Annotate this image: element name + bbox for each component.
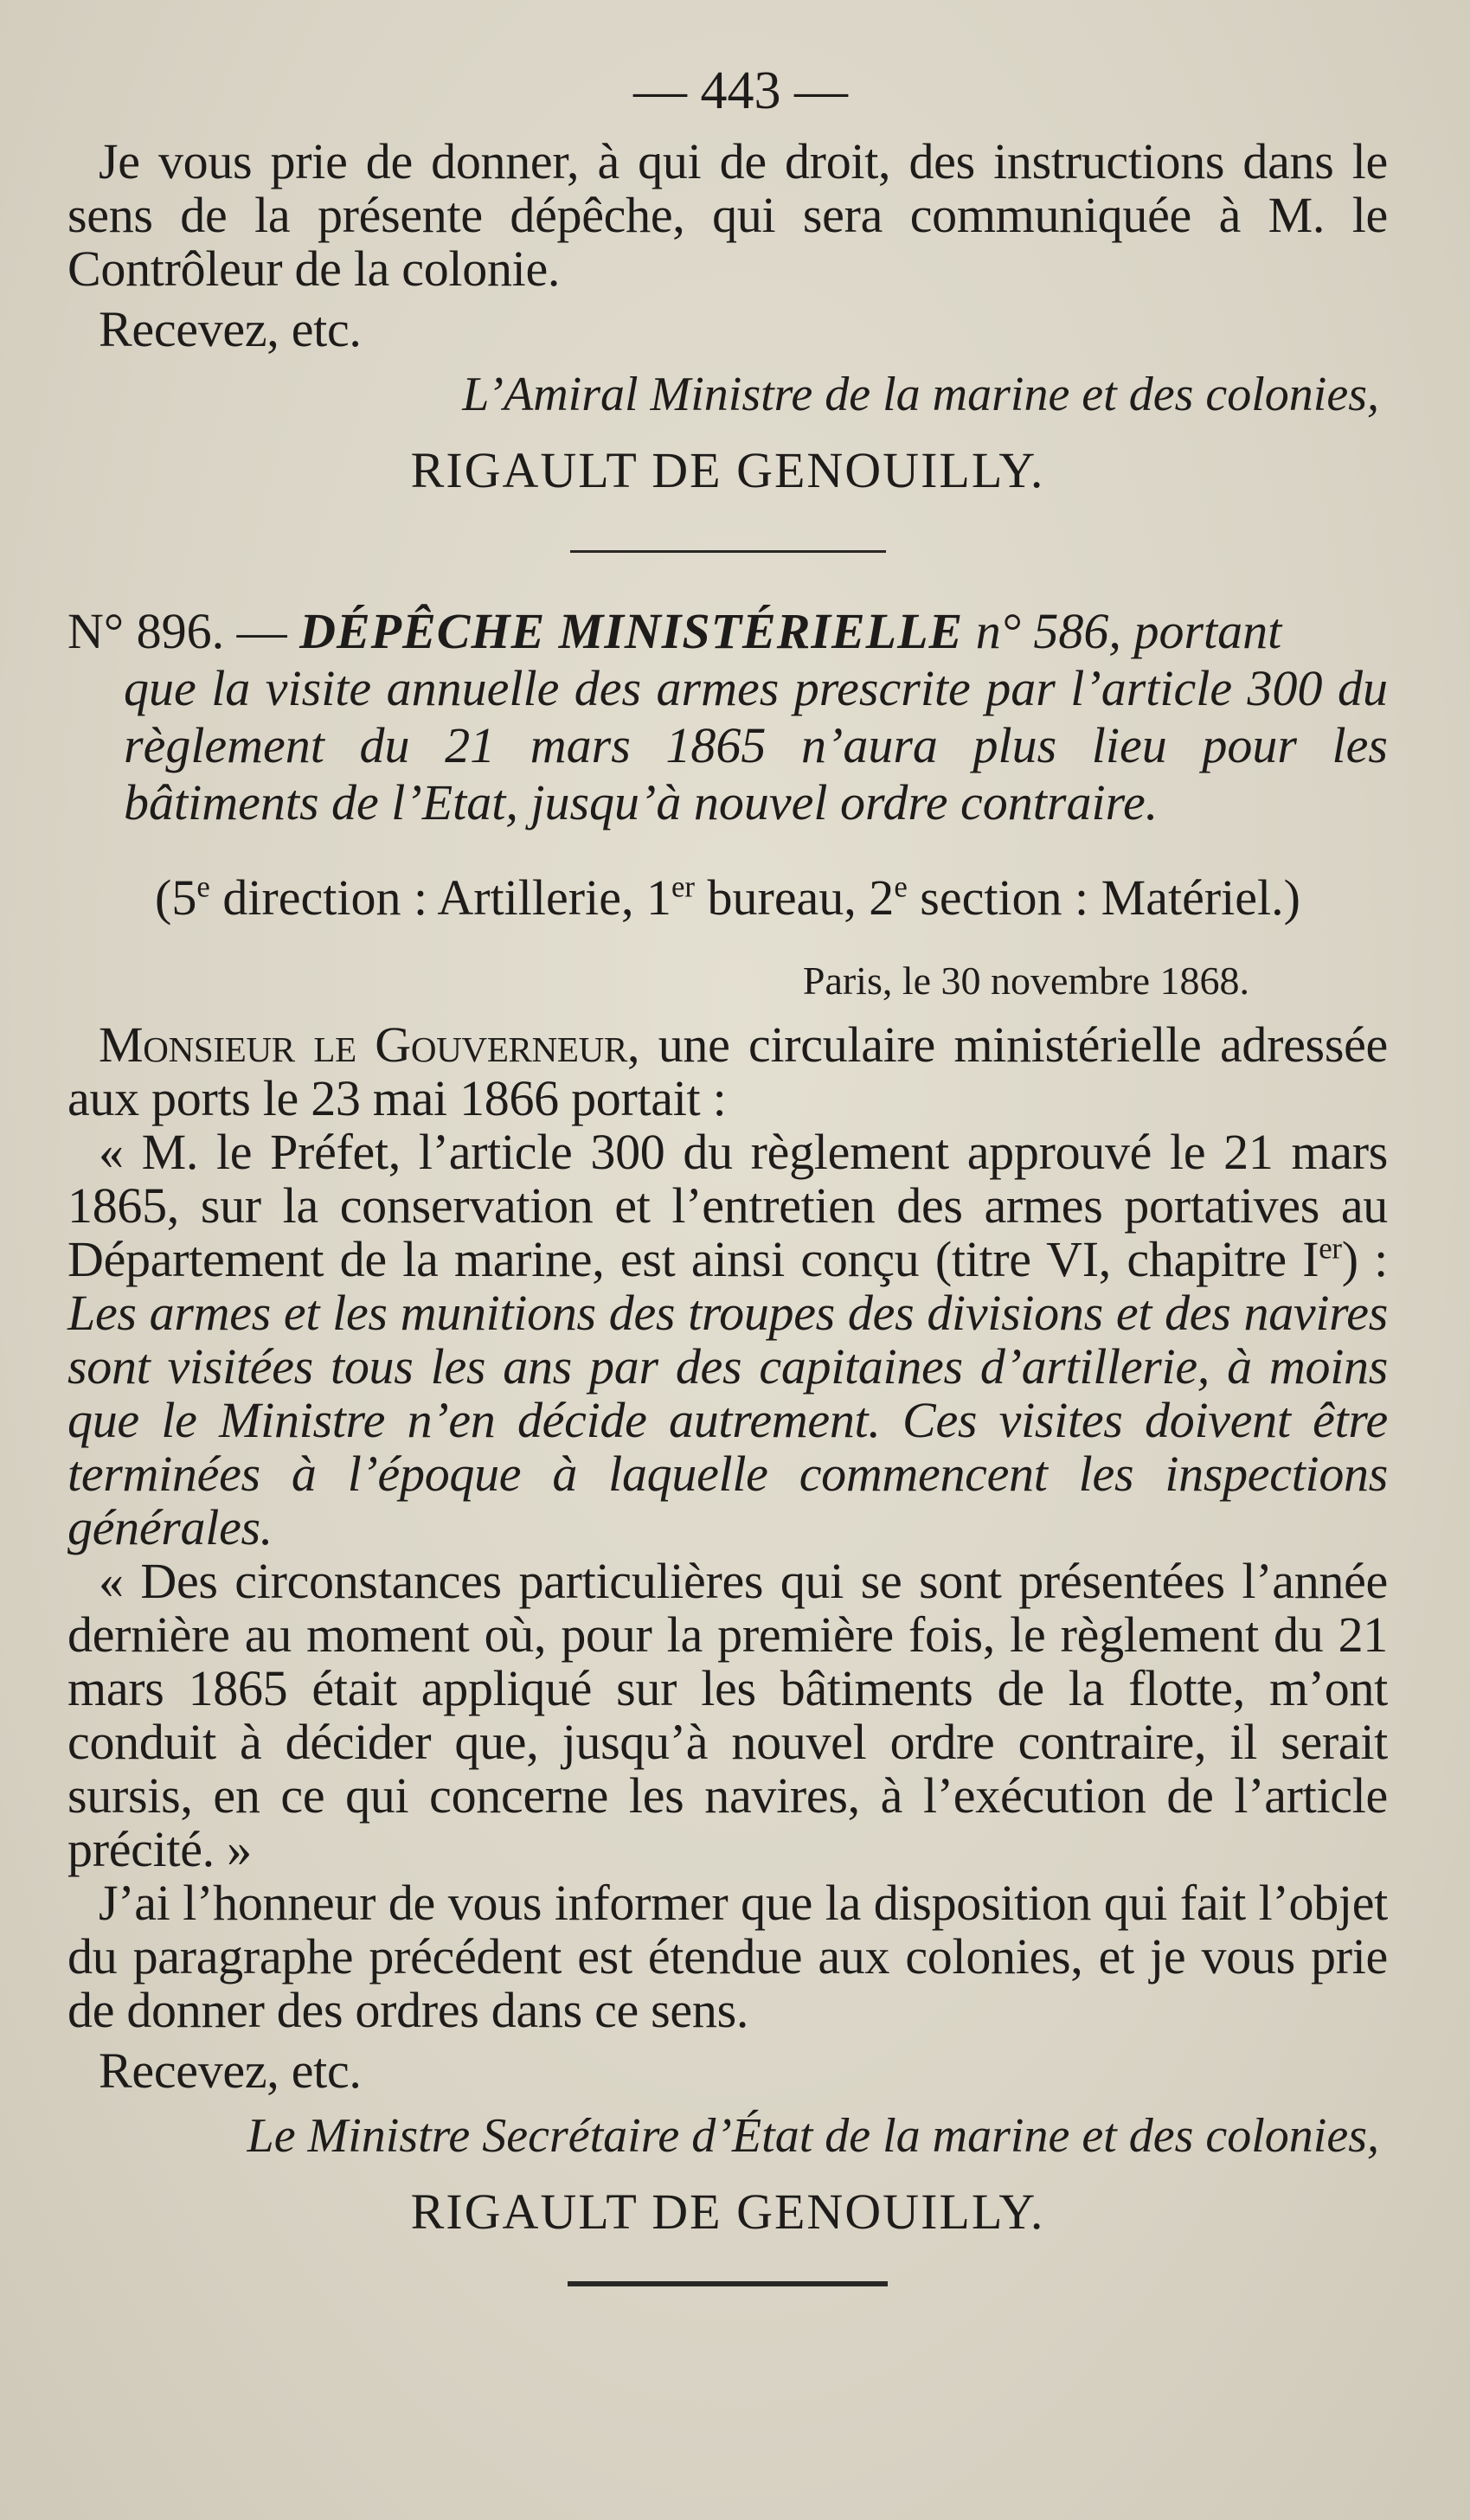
entry-number: N° 896. — [67, 603, 300, 659]
salutation: Monsieur le Gouverneur [99, 1016, 628, 1073]
honneur-paragraph: J’ai l’honneur de vous informer que la disposition qui fait l’objet du paragraphe précédent est étendue aux colonies, et je vous prie de donner des ordres dans ce sens. [67, 1875, 1388, 2038]
closing-salutation-2: Recevez, etc. [99, 2042, 362, 2099]
entry-doc-type: DÉPÊCHE MINISTÉRIELLE [299, 603, 964, 659]
entry-title-rest: que la visite annuelle des armes prescrite par l’article 300 du règlement du 21 mars 1865 n’aura plus lieu pour les bâtiments de l’Etat, jusqu’à nouvel ordre contraire. [124, 660, 1388, 830]
end-divider [568, 2281, 888, 2286]
signature-name: RIGAULT DE GENOUILLY. [410, 442, 1045, 498]
entry-heading [67, 603, 1388, 831]
letter-opening: Monsieur le Gouverneur, une circulaire ministérielle adressée aux ports le 23 mai 1866 portait : [67, 1016, 1388, 1126]
quote-first: « M. le Préfet, l’article 300 du règlement approuvé le 21 mars 1865, sur la conservation et l’entretien des armes portatives au Département de la marine, est ainsi conçu (titre VI, chapitre Ier) : Les armes et les munitions des troupes des divisions et des navires sont visitées tous les ans par des capitaines d’artillerie, à moins que le Ministre n’en décide autrement. Ces visites doivent être terminées à l’époque à laquelle commencent les inspections générales. [67, 1124, 1388, 1555]
quote-second: « Des circonstances particulières qui se sont présentées l’année dernière au moment où, pour la première fois, le règlement du 21 mars 1865 était appliqué sur les bâtiments de la flotte, m’ont conduit à décider que, jusqu’à nouvel ordre contraire, il serait sursis, en ce qui concerne les navires, à l’exécution de l’article précité. » [67, 1553, 1388, 1877]
entry-doc-number: n° 586, [963, 603, 1134, 659]
direction-line: (5e direction : Artillerie, 1er bureau, 2e section : Matériel.) [155, 869, 1300, 926]
closing-salutation: Recevez, etc. [99, 301, 362, 357]
section-divider [570, 550, 886, 553]
closing-paragraph: Je vous prie de donner, à qui de droit, des instructions dans le sens de la présente dépêche, qui sera communiquée à M. le Contrôleur de la colonie. [67, 133, 1388, 297]
signature-role: L’Amiral Ministre de la marine et des colonies, [462, 368, 1379, 421]
quoted-article-text: Les armes et les munitions des troupes des divisions et des navires sont visitées tous les ans par des capitaines d’artillerie, à moins que le Ministre n’en décide autrement. Ces visites doivent être terminées à l’époque à laquelle commencent les inspections générales. [67, 1285, 1388, 1555]
page-number: — 443 — [633, 61, 848, 120]
entry-title-start: portant [1133, 603, 1282, 659]
dateline: Paris, le 30 novembre 1868. [802, 959, 1249, 1003]
signature-name-2: RIGAULT DE GENOUILLY. [410, 2183, 1045, 2240]
signature-role-2: Le Ministre Secrétaire d’État de la marine et des colonies, [247, 2109, 1379, 2163]
